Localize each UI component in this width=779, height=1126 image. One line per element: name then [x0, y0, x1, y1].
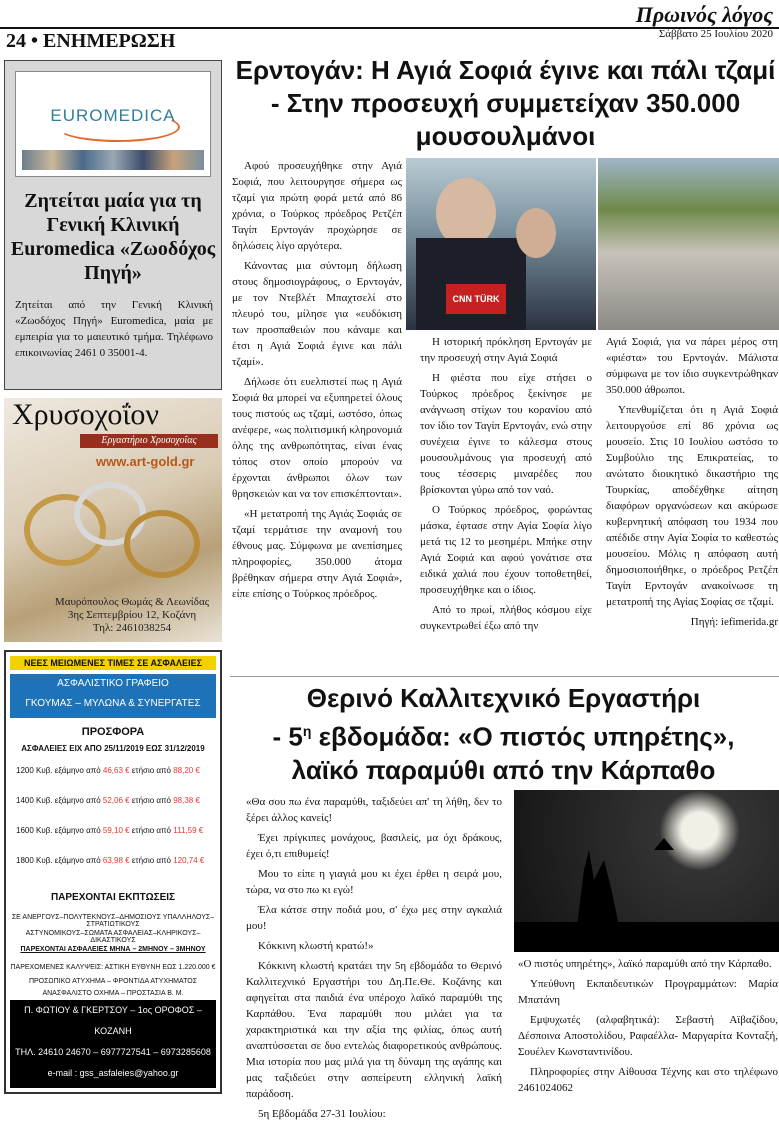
- jewelry-shop-name: Χρυσοχοΐον: [12, 398, 159, 431]
- headline-line: λαϊκό παραμύθι από την Κάρπαθο: [291, 754, 716, 785]
- discount-line: ΣΕ ΑΝΕΡΓΟΥΣ–ΠΟΛΥΤΕΚΝΟΥΣ–ΔΗΜΟΣΙΟΥΣ ΥΠΑΛΛΗΛΟΥΣ–ΣΤΡΑΤΙΩΤΙΚΟΥΣ: [11, 914, 215, 928]
- crowd-photo: [598, 158, 779, 330]
- paragraph: «Θα σου πω ένα παραμύθι, ταξιδεύει απ' τη λήθη, δεν το ξέρει άλλος κανείς!: [246, 796, 502, 824]
- paragraph: Από το πρωί, πλήθος κόσμου είχε συγκεντρωθεί έξω από την: [420, 604, 592, 632]
- insurance-names: ΓΚΟΥΜΑΣ – ΜΥΛΩΝΑ & ΣΥΝΕΡΓΑΤΕΣ: [25, 698, 201, 709]
- article2-column-1: [246, 794, 502, 1126]
- jewelry-street: 3ης Σεπτεμβρίου 12, Κοζάνη: [67, 609, 197, 621]
- paragraph: Κόκκινη κλωστή κρατώ!»: [258, 940, 374, 952]
- jewelry-ad: [4, 398, 222, 642]
- issue-date: Σάββατο 25 Ιουλίου 2020: [658, 28, 773, 40]
- witch-moon-image: [514, 790, 779, 952]
- coverage-line: ΑΝΑΣΦΑΛΙΣΤΟ ΟΧΗΜΑ – ΠΡΟΣΤΑΣΙΑ Β. Μ.: [42, 990, 184, 997]
- article-headline: Ερντογάν: Η Αγιά Σοφιά έγινε και πάλι τζαμί - Στην προσευχή συμμετείχαν 350.000 μουσουλμάνοι: [235, 55, 776, 151]
- coverage-line: ΠΑΡΕΧΟΜΕΝΕΣ ΚΑΛΥΨΕΙΣ: ΑΣΤΙΚΗ ΕΥΘΥΝΗ ΕΩΣ 1.220.000 €: [10, 964, 216, 971]
- price-row: 1400 Κυβ. εξάμηνο από 52,06 € ετήσιο από 98,38 €: [16, 796, 200, 805]
- jewelry-website: www.art-gold.gr: [96, 454, 195, 469]
- jewelry-phone: Τηλ: 2461038254: [92, 622, 172, 634]
- jewelry-subtitle: Εργαστήριο Χρυσοχοΐας: [80, 434, 218, 448]
- erdogan-photo: [406, 158, 596, 330]
- paragraph: Η ιστορική πρόκληση Ερντογάν με την προσευχή στην Αγιά Σοφιά: [420, 336, 592, 364]
- article-divider: [230, 676, 779, 677]
- euromedica-ad-title: Ζητείται μαία για τη Γενική Κλινική Euromedica «Ζωοδόχος Πηγή»: [10, 190, 216, 284]
- price-row: 1800 Κυβ. εξάμηνο από 63,98 € ετήσιο από 120,74 €: [16, 856, 205, 865]
- clinic-photo-strip: [22, 150, 204, 170]
- jewelry-address: [44, 596, 220, 635]
- paragraph: «Η μετατροπή της Αγιάς Σοφιάς σε τζαμί τερμάτισε την αναμονή του έθνους μας. Σύμφωνα με ανεπίσημες πληροφορίες, 350.000 άτομα βρέθηκαν σήμερα στην Αγιά Σοφιά», είπε επίσης ο Τούρκος πρόεδρος.: [232, 508, 402, 600]
- article2-column-2: [518, 956, 778, 1100]
- euromedica-ad: [4, 60, 222, 390]
- insurance-banner: ΝΕΕΣ ΜΕΙΩΜΕΝΕΣ ΤΙΜΕΣ ΣΕ ΑΣΦΑΛΕΙΕΣ: [10, 656, 216, 670]
- headline-line: - $5^\eta$ εβδομάδα: «Ο πιστός υπηρέτης»,: [272, 721, 735, 752]
- paragraph: Αφού προσευχήθηκε στην Αγιά Σοφιά, που λειτουργησε σήμερα ως τζαμί για πρώτη φορά μετά από 86 χρόνια, ο Τούρκος πρόεδρος Ρετζέπ Ταγίπ Ερντογάν προχώρησε σε δηλώσεις λίγο αργότερα.: [232, 160, 402, 252]
- price-row: 1600 Κυβ. εξάμηνο από 59,10 € ετήσιο από 111,59 €: [16, 826, 204, 835]
- insurance-office-box: [10, 674, 216, 718]
- paragraph: Υπεύθυνη Εκπαιδευτικών Προγραμμάτων: Μαρία Μπατάνη: [518, 978, 778, 1006]
- article2-headline: [228, 682, 779, 787]
- paragraph: Μου το είπε η γιαγιά μου κι έχει έρθει η σειρά μου, τώρα, να στο πω κι εγώ!: [246, 868, 502, 896]
- paragraph: 5η Εβδομάδα 27-31 Ιουλίου:: [258, 1108, 386, 1120]
- insurance-contact: [10, 1000, 216, 1088]
- euromedica-ad-body: Ζητείται από την Γενική Κλινική «Ζωοδόχος Πηγή» Euromedica, μαία με εμπειρία για το μαιευτικό τμήμα. Τηλέφωνο επικοινωνίας 2461 0 35001-4.: [15, 299, 213, 359]
- discount-line: ΑΣΤΥΝΟΜΙΚΟΥΣ–ΣΩΜΑΤΑ ΑΣΦΑΛΕΙΑΣ–ΚΛΗΡΙΚΟΥΣ–ΔΙΚΑΣΤΙΚΟΥΣ: [25, 930, 201, 944]
- offer-title: ΠΡΟΣΦΟΡΑ: [81, 726, 145, 738]
- paragraph: Έλα κάτσε στην ποδιά μου, σ' έχω μες στην αγκαλιά μου!: [246, 904, 502, 932]
- paragraph: Κόκκινη κλωστή κρατάει την 5η εβδομάδα το Θερινό Καλλιτεχνικό Εργαστήρι του Δη.Πε.Θε. Κοζάνης και αφηγείται στα παιδιά ένα υπέροχο λαϊκό παραμύθι της Καρπάθου. Ένα παραμύθι που μιλάει για τα χαρακτηριστικά και την αξία της φιλίας, όπως αυτή αναπτύσσεται σε δυο εντελώς διαφορετικούς ανθρώπους. Μια ιστορία που μας μιλά για τη δύναμη της αγάπης και μας ταξιδεύει στην ασπείρευτη ελληνική λαϊκή παράδοση.: [246, 960, 502, 1100]
- article-source: Πηγή: iefimerida.gr: [690, 616, 778, 628]
- paragraph: Ο Τούρκος πρόεδρος, φορώντας μάσκα, έφτασε στην Αγία Σοφία λίγο μετά τις 12 το μεσημέρι. Μπήκε στην Αγιά Σοφιά και αφού γονάτισε στα ειδικά χαλιά που έχουν τοποθετηθεί, προσευχήθηκε και ο ίδιος.: [420, 504, 592, 596]
- cnn-turk-logo: CNN TÜRK: [446, 284, 506, 314]
- paragraph: Υπενθυμίζεται ότι η Αγιά Σοφιά λειτουργούσε επί 86 χρόνια ως μουσείο. Στις 10 Ιουλίου ωστόσο το Συμβούλιο της Επικρατείας, το ανώτατο διοικητικό δικαστήριο της Τουρκίας, αποδέχθηκε αίτηση διαφόρων οργανώσεων και ακύρωσε κυβερνητική απόφαση του 1934 που απέδιδε στην Αγία Σοφία το καθεστώς μουσείου. Μόλις η απόφαση αυτή δημοσιοποιήθηκε, ο πρόεδρος Ρετζέπ Ταγίπ Ερντογάν ανακοίνωσε τη μετατροπή της Αγίας Σοφίας σε τζαμί.: [606, 404, 778, 608]
- article-column-2: [420, 334, 592, 638]
- headline-line: Θερινό Καλλιτεχνικό Εργαστήρι: [306, 683, 701, 713]
- paragraph: «Ο πιστός υπηρέτης», λαϊκό παραμύθι από την Κάρπαθο.: [518, 958, 772, 970]
- insurance-email: e-mail : gss_asfaleies@yahoo.gr: [47, 1068, 179, 1078]
- periods-line: ΠΑΡΕΧΟΝΤΑΙ ΑΣΦΑΛΕΙΕΣ ΜΗΝΑ – 2ΜΗΝΟΥ – 3ΜΗΝΟΥ: [20, 946, 206, 953]
- jewelry-owners: Μαυρόπουλος Θωμάς & Λεωνίδας: [54, 596, 210, 608]
- offer-period: ΑΣΦΑΛΕΙΕΣ ΕΙΧ ΑΠΟ 25/11/2019 ΕΩΣ 31/12/2019: [21, 744, 205, 753]
- paragraph: Κάνοντας μια σύντομη δήλωση στους δημοσιογράφους, ο Ερντογάν, με τον Ντεβλέτ Μπαχτσελί στο πλευρό του, μίλησε για «ευδόκιση των προσπαθειών που κάναμε και έτσι η Αγιά Σοφιά έγινε και πάλι τζαμί».: [232, 260, 402, 368]
- price-row: 1200 Κυβ. εξάμηνο από 46,63 € ετήσιο από 88,20 €: [16, 766, 200, 775]
- discounts-title: ΠΑΡΕΧΟΝΤΑΙ ΕΚΠΤΩΣΕΙΣ: [50, 892, 176, 903]
- paragraph: Εμψυχωτές (αλφαβητικά): Σεβαστή Αϊβαζίδου, Δέσποινα Αποστολίδου, Ραφαέλλα- Μαργαρίτα Κονταξή, Σουέλεν Κωνσταντινίδου.: [518, 1014, 778, 1058]
- paragraph: Η φιέστα που είχε στήσει ο Τούρκος πρόεδρος ξεκίνησε με ανάγνωση στίχων του κορανίου από τον ίδιο τον Ταγίπ Ερντογάν, ενώ στην συνέχεια έγινε το κάλεσμα στους μουσουλμάνους για προσευχή από τους τέσσερις μιναρέδες που βρίσκονται γύρω από τον ναό.: [420, 372, 592, 496]
- euromedica-logo-card: [15, 71, 211, 177]
- insurance-phones: ΤΗΛ. 24610 24670 – 6977727541 – 6973285608: [15, 1047, 211, 1057]
- paragraph: Έχει πρίγκιπες μονάχους, βασιλείς, μα όχι δράκους, έχει ό,τι επιθυμείς!: [246, 832, 502, 860]
- page-section: 24 • ΕΝΗΜΕΡΩΣΗ: [6, 30, 176, 52]
- ring-image: [124, 510, 200, 578]
- article-column-3: [606, 334, 778, 634]
- newspaper-title: Πρωινός λόγος: [635, 2, 773, 27]
- paragraph: Πληροφορίες στην Αίθουσα Τέχνης και στο τηλέφωνο 2461024062: [518, 1066, 778, 1094]
- article-column-1: [232, 158, 402, 606]
- insurance-ad: [4, 650, 222, 1094]
- coverage-line: ΠΡΟΣΩΠΙΚΟ ΑΤΥΧΗΜΑ – ΦΡΟΝΤΙΔΑ ΑΤΥΧΗΜΑΤΟΣ: [28, 978, 198, 985]
- insurance-office: ΑΣΦΑΛΙΣΤΙΚΟ ΓΡΑΦΕΙΟ: [57, 678, 169, 689]
- paragraph: Δήλωσε ότι ευελπιστεί πως η Αγιά Σοφιά θα μπορεί να εξυπηρετεί όλους τους πιστούς ως τζαμί, ωστόσο, όπως ανέφερε, «ως πολιτισμική κληρονομιά όλης της ανθρωπότητας, είναι ένας τόπος στον οποίο μπορούν να έρχονται άνθρωποι όλων των θρησκειών και να τον επισκέπτονται».: [232, 376, 402, 500]
- euromedica-logo: EUROMEDICA: [50, 106, 176, 125]
- paragraph: Αγιά Σοφιά, για να πάρει μέρος στη «φιέστα» του Ερντογάν. Μάλιστα σύμφωνα με τον ίδιο συγκεντρώθηκαν 350.000 άθρωποι.: [606, 336, 778, 396]
- insurance-address: Π. ΦΩΤΙΟΥ & ΓΚΕΡΤΣΟΥ – 1ος ΟΡΟΦΟΣ – ΚΟΖΑΝΗ: [24, 1005, 202, 1036]
